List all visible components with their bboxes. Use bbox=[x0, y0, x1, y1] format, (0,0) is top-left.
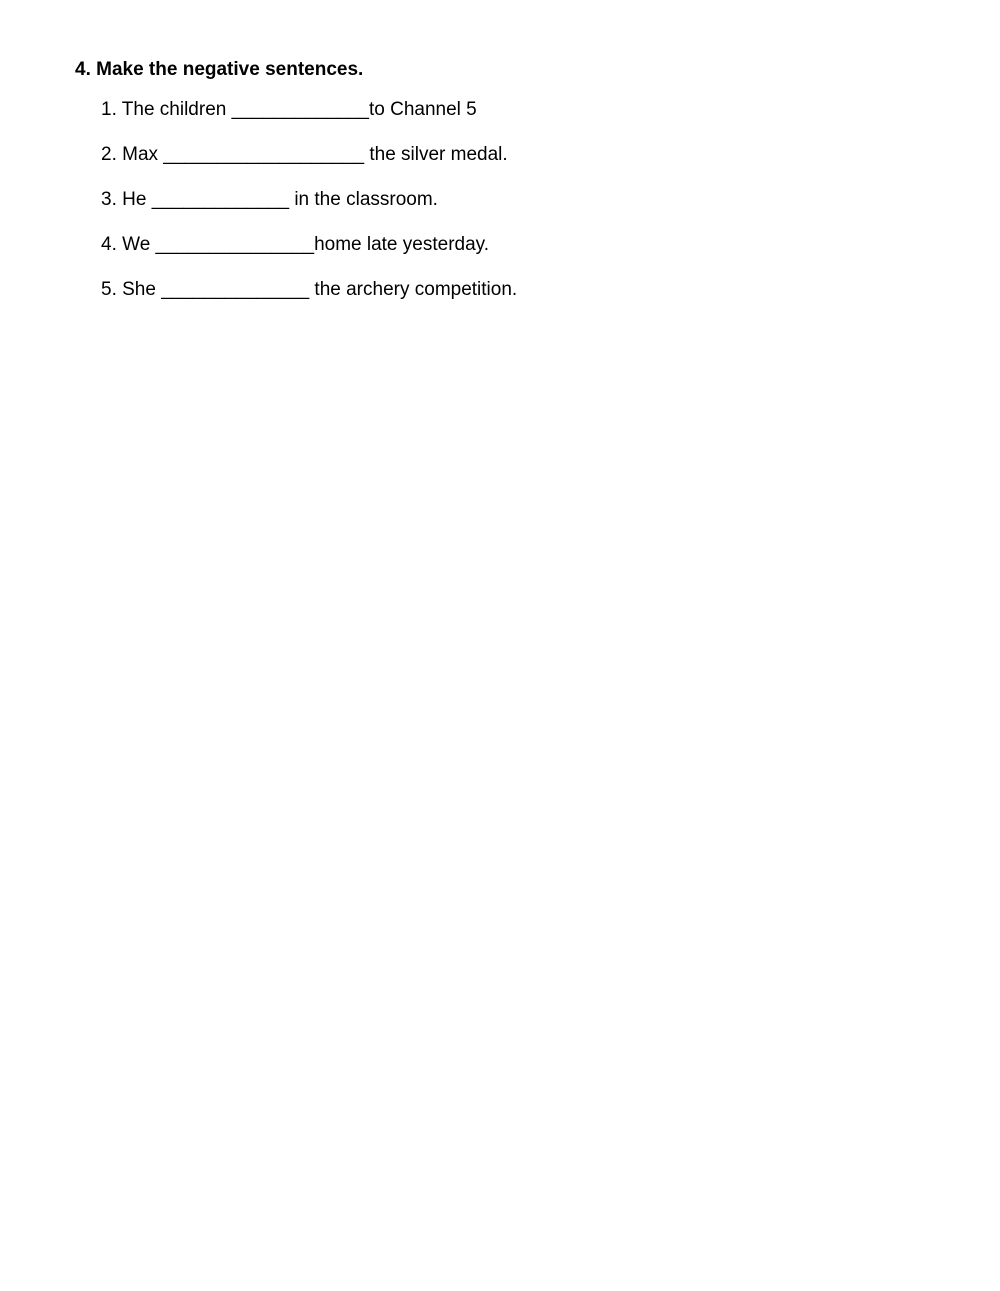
sentence-item-5: 5. She ______________ the archery competition. bbox=[101, 279, 518, 300]
sentence-list bbox=[101, 98, 517, 323]
sentence-item-4: 4. We _______________home late yesterday. bbox=[101, 234, 490, 255]
sentence-item-1: 1. The children _____________to Channel 5 bbox=[101, 99, 477, 120]
exercise-heading: 4. Make the negative sentences. bbox=[75, 59, 364, 80]
sentence-item-3: 3. He _____________ in the classroom. bbox=[101, 189, 438, 210]
sentence-item-2: 2. Max ___________________ the silver medal. bbox=[101, 144, 508, 165]
